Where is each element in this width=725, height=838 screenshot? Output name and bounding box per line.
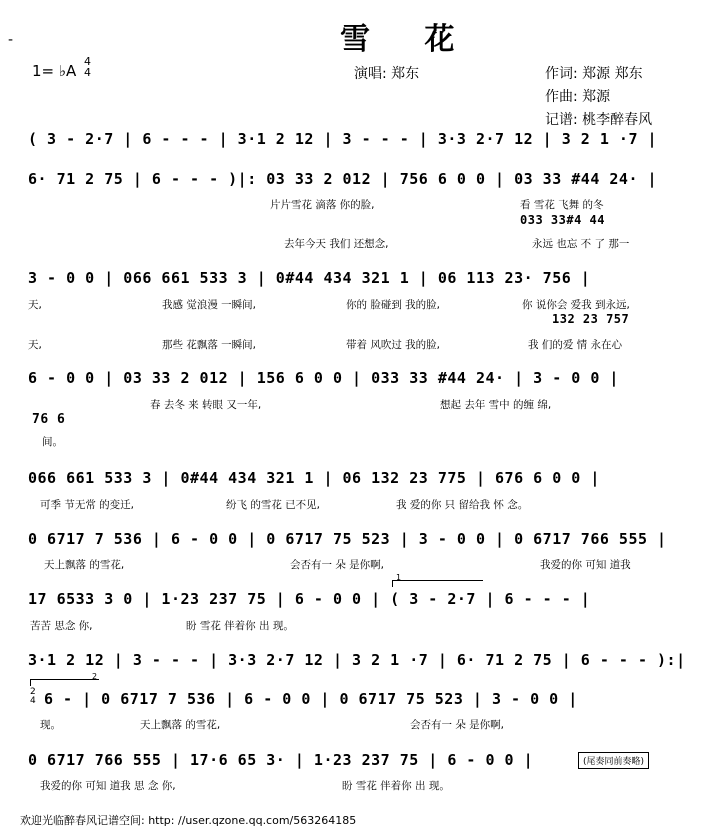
lyric-line: 我爱的你 可知 道我 思 念 你, <box>40 780 176 792</box>
lyric-line: 纷飞 的雪花 已不见, <box>226 499 321 511</box>
song-title: 雪 花 <box>340 22 477 57</box>
lyricist-credit: 作词: 郑源 郑东 <box>545 66 643 82</box>
time-signature-change <box>30 688 36 706</box>
volta-number-1: 1 <box>396 573 402 582</box>
singer-credit: 演唱: 郑东 <box>354 66 420 82</box>
transcriber-credit: 记谱: 桃李醉春风 <box>545 112 653 128</box>
meter-top: 4 <box>84 55 91 68</box>
end-note-box: (尾奏同前奏略) <box>578 752 649 769</box>
lyric-line: 盼 雪花 伴着你 出 现。 <box>186 620 294 632</box>
notation-row-4: 6 - 0 0 | 03 33 2 012 | 156 6 0 0 | 033 33 #44 24· | 3 - 0 0 | <box>28 369 619 387</box>
alt-notation: 132 23 757 <box>552 312 630 326</box>
volta-number-2: 2 <box>92 672 98 681</box>
meter-bottom: 4 <box>84 66 91 79</box>
lyric-line: 你 说你会 爱我 到永远, <box>522 299 630 311</box>
alt-notation: 76 6 <box>32 412 66 427</box>
lyric-line: 去年今天 我们 还想念, <box>284 238 389 250</box>
footer-link-text: 欢迎光临醉春风记谱空间: http: //user.qzone.qq.com/563264185 <box>20 814 357 827</box>
lyric-line: 可季 节无常 的变迁, <box>40 499 135 511</box>
lyric-line: 间。 <box>42 436 63 448</box>
composer-credit: 作曲: 郑源 <box>545 89 611 105</box>
volta-bracket-2 <box>30 679 99 686</box>
notation-row-3: 3 - 0 0 | 066 661 533 3 | 0#44 434 321 1 | 06 113 23· 756 | <box>28 269 591 287</box>
notation-row-8: 3·1 2 12 | 3 - - - | 3·3 2·7 12 | 3 2 1 ·7 | 6· 71 2 75 | 6 - - - ):| <box>28 651 686 669</box>
notation-row-1: ( 3 - 2·7 | 6 - - - | 3·1 2 12 | 3 - - - | 3·3 2·7 12 | 3 2 1 ·7 | <box>28 130 658 148</box>
lyric-line: 现。 <box>40 719 61 731</box>
volta-bracket-1 <box>392 580 483 587</box>
notation-row-9: 6 - | 0 6717 7 536 | 6 - 0 0 | 0 6717 75 523 | 3 - 0 0 | <box>44 690 578 708</box>
lyric-line: 那些 花飘落 一瞬间, <box>162 339 257 351</box>
lyric-line: 片片雪花 滴落 你的脸, <box>270 199 375 211</box>
meter2-bottom: 4 <box>30 696 36 706</box>
lyric-line: 永远 也忘 不 了 那一 <box>532 238 630 250</box>
meter2-top: 2 <box>30 687 36 697</box>
lyric-line: 我 们的爱 情 永在心 <box>528 339 623 351</box>
notation-row-7: 17 6533 3 0 | 1·23 237 75 | 6 - 0 0 | ( 3 - 2·7 | 6 - - - | <box>28 590 591 608</box>
lyric-line: 天, <box>28 339 42 351</box>
lyric-line: 天, <box>28 299 42 311</box>
lyric-line: 你的 脸碰到 我的脸, <box>346 299 441 311</box>
lyric-line: 春 去冬 来 转眼 又一年, <box>150 399 262 411</box>
lyric-line: 想起 去年 雪中 的缠 绵, <box>440 399 552 411</box>
notation-row-10: 0 6717 766 555 | 17·6 65 3· | 1·23 237 75 | 6 - 0 0 | <box>28 751 534 769</box>
lyric-line: 天上飘落 的雪花, <box>140 719 221 731</box>
lyric-line: 看 雪花 飞舞 的冬 <box>520 199 604 211</box>
page-dash: - <box>8 32 14 48</box>
time-signature <box>84 56 91 78</box>
lyric-line: 会否有一 朵 是你啊, <box>410 719 505 731</box>
lyric-line: 我感 觉浪漫 一瞬间, <box>162 299 257 311</box>
lyric-line: 苦苦 思念 你, <box>30 620 93 632</box>
lyric-line: 盼 雪花 伴着你 出 现。 <box>342 780 450 792</box>
notation-row-6: 0 6717 7 536 | 6 - 0 0 | 0 6717 75 523 | 3 - 0 0 | 0 6717 766 555 | <box>28 530 667 548</box>
key-signature: 1= ♭A <box>32 62 77 80</box>
lyric-line: 会否有一 朵 是你啊, <box>290 559 385 571</box>
lyric-line: 天上飘落 的雪花, <box>44 559 125 571</box>
lyric-line: 带着 风吹过 我的脸, <box>346 339 441 351</box>
alt-notation: 033 33#4 44 <box>520 213 605 227</box>
notation-row-2: 6· 71 2 75 | 6 - - - )|: 03 33 2 012 | 756 6 0 0 | 03 33 #44 24· | <box>28 170 658 188</box>
notation-row-5: 066 661 533 3 | 0#44 434 321 1 | 06 132 23 775 | 676 6 0 0 | <box>28 469 600 487</box>
lyric-line: 我 爱的你 只 留给我 怀 念。 <box>396 499 529 511</box>
end-note-text: 尾奏同前奏略 <box>586 757 641 767</box>
lyric-line: 我爱的你 可知 道我 <box>540 559 631 571</box>
